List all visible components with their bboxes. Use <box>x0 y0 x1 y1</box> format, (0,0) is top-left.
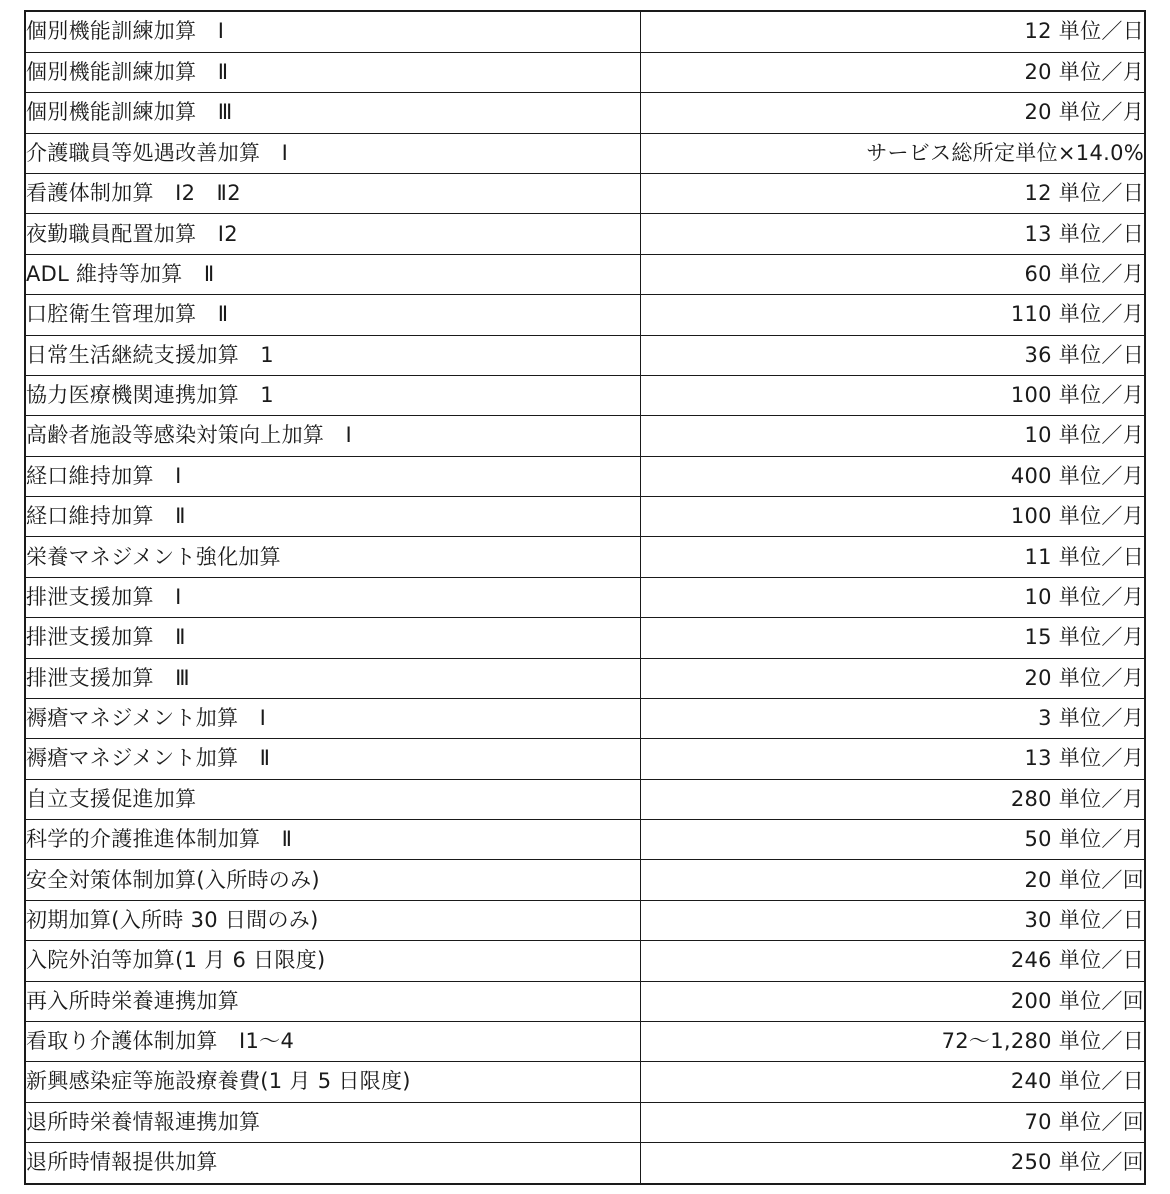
addition-name-cell: 排泄支援加算 Ⅲ <box>26 658 640 698</box>
fee-table-frame <box>24 10 1146 1185</box>
unit-value-cell: 10 単位／月 <box>640 416 1144 456</box>
unit-value-cell: 12 単位／日 <box>640 12 1144 52</box>
table-row <box>26 820 1144 860</box>
addition-name-cell: 協力医療機関連携加算 1 <box>26 375 640 415</box>
addition-name-cell: 退所時情報提供加算 <box>26 1143 640 1183</box>
addition-name-cell: 個別機能訓練加算 Ⅱ <box>26 52 640 92</box>
unit-value-cell: 13 単位／日 <box>640 214 1144 254</box>
addition-name-cell: 経口維持加算 Ⅱ <box>26 497 640 537</box>
addition-name-cell: 個別機能訓練加算 Ⅰ <box>26 12 640 52</box>
fee-table <box>26 12 1144 1183</box>
table-row <box>26 860 1144 900</box>
addition-name-cell: 看取り介護体制加算 Ⅰ1～4 <box>26 1021 640 1061</box>
table-row <box>26 577 1144 617</box>
addition-name-cell: 経口維持加算 Ⅰ <box>26 456 640 496</box>
table-row <box>26 456 1144 496</box>
table-row <box>26 698 1144 738</box>
addition-name-cell: 初期加算(入所時 30 日間のみ) <box>26 900 640 940</box>
unit-value-cell: 20 単位／月 <box>640 52 1144 92</box>
addition-name-cell: 安全対策体制加算(入所時のみ) <box>26 860 640 900</box>
table-row <box>26 1143 1144 1183</box>
unit-value-cell: 250 単位／回 <box>1010 1150 1144 1175</box>
table-row <box>26 658 1144 698</box>
unit-value-cell: 100 単位／月 <box>640 497 1144 537</box>
unit-value-cell: 400 単位／月 <box>640 456 1144 496</box>
table-row <box>26 133 1144 173</box>
table-row <box>26 497 1144 537</box>
table-row <box>26 174 1144 214</box>
unit-value-cell: 20 単位／月 <box>640 658 1144 698</box>
table-row <box>26 739 1144 779</box>
unit-value-cell: 246 単位／日 <box>640 941 1144 981</box>
unit-value-cell: 240 単位／日 <box>640 1062 1144 1102</box>
unit-value-cell: 110 単位／月 <box>640 295 1144 335</box>
addition-name-cell: 口腔衛生管理加算 Ⅱ <box>26 295 640 335</box>
table-row <box>26 93 1144 133</box>
table-row <box>26 1021 1144 1061</box>
addition-name-cell: 褥瘡マネジメント加算 Ⅰ <box>26 698 640 738</box>
unit-value-cell: 10 単位／月 <box>640 577 1144 617</box>
table-row <box>26 779 1144 819</box>
addition-name-cell: 新興感染症等施設療養費(1 月 5 日限度) <box>26 1062 640 1102</box>
unit-value-cell: 3 単位／月 <box>640 698 1144 738</box>
table-row <box>26 375 1144 415</box>
unit-value-cell: サービス総所定単位×14.0% <box>640 133 1144 173</box>
addition-name-cell: 再入所時栄養連携加算 <box>26 981 640 1021</box>
addition-name-cell: 自立支援促進加算 <box>26 779 640 819</box>
table-row <box>26 295 1144 335</box>
table-row <box>26 1102 1144 1142</box>
addition-name-cell: 介護職員等処遇改善加算 Ⅰ <box>26 133 640 173</box>
table-row <box>26 12 1144 52</box>
unit-value-cell: 13 単位／月 <box>640 739 1144 779</box>
addition-name-cell: ADL 維持等加算 Ⅱ <box>26 254 640 294</box>
table-row <box>26 537 1144 577</box>
addition-name-cell: 褥瘡マネジメント加算 Ⅱ <box>26 739 640 779</box>
unit-value-cell: 200 単位／回 <box>640 981 1144 1021</box>
table-row <box>26 214 1144 254</box>
fee-table-body <box>26 12 1144 1183</box>
unit-value-cell: 12 単位／日 <box>640 174 1144 214</box>
table-row <box>26 254 1144 294</box>
table-row <box>26 416 1144 456</box>
table-row <box>26 941 1144 981</box>
table-row <box>26 618 1144 658</box>
table-row <box>26 981 1144 1021</box>
unit-value-cell: 60 単位／月 <box>640 254 1144 294</box>
unit-value-cell: 36 単位／日 <box>640 335 1144 375</box>
unit-value-cell: 100 単位／月 <box>640 375 1144 415</box>
unit-value-cell: 30 単位／日 <box>640 900 1144 940</box>
addition-name-cell: 看護体制加算 Ⅰ2 Ⅱ2 <box>26 174 640 214</box>
addition-name-cell: 日常生活継続支援加算 1 <box>26 335 640 375</box>
addition-name-cell: 入院外泊等加算(1 月 6 日限度) <box>26 941 640 981</box>
unit-value-cell: 20 単位／月 <box>640 93 1144 133</box>
addition-name-cell: 個別機能訓練加算 Ⅲ <box>26 93 640 133</box>
addition-name-cell: 排泄支援加算 Ⅱ <box>26 618 640 658</box>
unit-value-cell: 20 単位／回 <box>640 860 1144 900</box>
table-row <box>26 1062 1144 1102</box>
unit-value-cell: 72～1,280 単位／日 <box>640 1021 1144 1061</box>
addition-name-cell: 栄養マネジメント強化加算 <box>26 537 640 577</box>
addition-name-cell: 夜勤職員配置加算 Ⅰ2 <box>26 214 640 254</box>
addition-name-cell: 科学的介護推進体制加算 Ⅱ <box>26 820 640 860</box>
table-row <box>26 52 1144 92</box>
unit-value-cell: 280 単位／月 <box>640 779 1144 819</box>
addition-name-cell: 高齢者施設等感染対策向上加算 Ⅰ <box>26 416 640 456</box>
table-row <box>26 900 1144 940</box>
unit-value-cell: 11 単位／日 <box>640 537 1144 577</box>
unit-value-cell: 70 単位／回 <box>640 1102 1144 1142</box>
unit-value-cell: 15 単位／月 <box>640 618 1144 658</box>
addition-name-cell: 退所時栄養情報連携加算 <box>26 1102 640 1142</box>
table-row <box>26 335 1144 375</box>
addition-name-cell: 排泄支援加算 Ⅰ <box>26 577 640 617</box>
unit-value-cell: 50 単位／月 <box>640 820 1144 860</box>
